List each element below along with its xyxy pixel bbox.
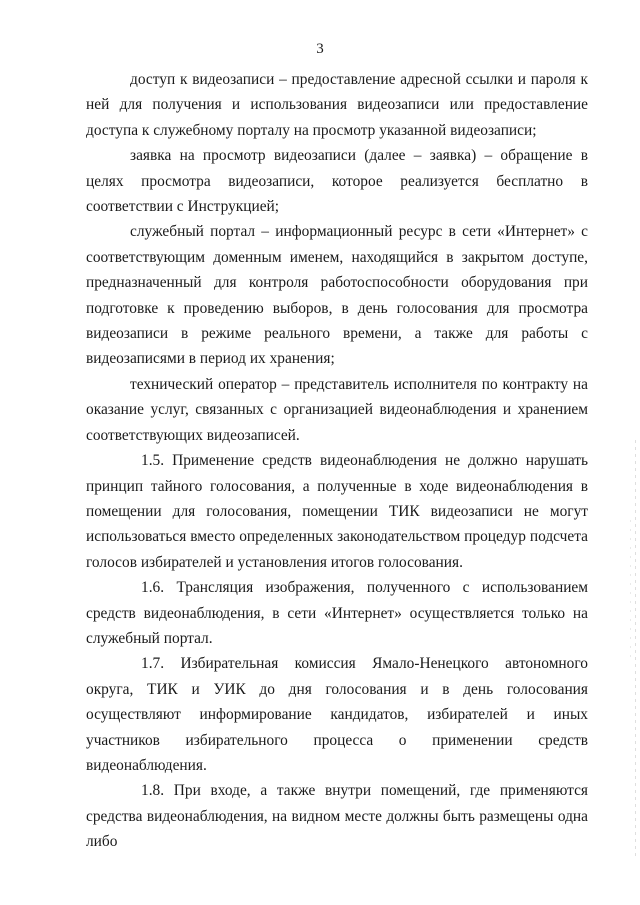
document-body bbox=[86, 67, 588, 855]
page-number: 3 bbox=[316, 41, 324, 57]
paragraph-request-definition: заявка на просмотр видеозаписи (далее – заявка) – обращение в целях просмотра видеозаписи, которое реализуется бесплатно в соответствии с Инструкцией; bbox=[86, 147, 588, 216]
paragraph-video-access-definition: доступ к видеозаписи – предоставление адресной ссылки и пароля к ней для получения и использования видеозаписи или предоставление доступа к служебному порталу на просмотр указанной видеозаписи; bbox=[86, 71, 588, 139]
paragraph-1-7: 1.7. Избирательная комиссия Ямало-Ненецкого автономного округа, ТИК и УИК до дня голосования и в день голосования осуществляют информирование кандидатов, избирателей и иных участников избирательного процесса о применении средств видеонаблюдения. bbox=[86, 655, 588, 774]
paragraph-1-8: 1.8. При входе, а также внутри помещений, где применяются средства видеонаблюдения, на видном месте должны быть размещены одна либо bbox=[86, 782, 588, 851]
paragraph-1-6: 1.6. Трансляция изображения, полученного с использованием средств видеонаблюдения, в сети «Интернет» осуществляется только на служебный портал. bbox=[86, 579, 588, 647]
scan-edge-artifact-secondary bbox=[630, 520, 631, 660]
paragraph-1-5: 1.5. Применение средств видеонаблюдения не должно нарушать принцип тайного голосования, а полученные в ходе видеонаблюдения в помещении для голосования, помещении ТИК видеозаписи не могут использоваться вместо определенных законодательством процедур подсчета голосов избирателей и установления итогов голосования. bbox=[86, 452, 588, 571]
scan-edge-artifact bbox=[635, 440, 636, 860]
paragraph-technical-operator-definition: технический оператор – представитель исполнителя по контракту на оказание услуг, связанных с организацией видеонаблюдения и хранением соответствующих видеозаписей. bbox=[86, 375, 588, 444]
paragraph-service-portal-definition: служебный портал – информационный ресурс в сети «Интернет» с соответствующим доменным именем, находящийся в закрытом доступе, предназначенный для контроля работоспособности оборудования при подготовке к проведению выборов, в день голосования для просмотра видеозаписи в режиме реального времени, а также для работы с видеозаписями в период их хранения; bbox=[86, 223, 588, 368]
